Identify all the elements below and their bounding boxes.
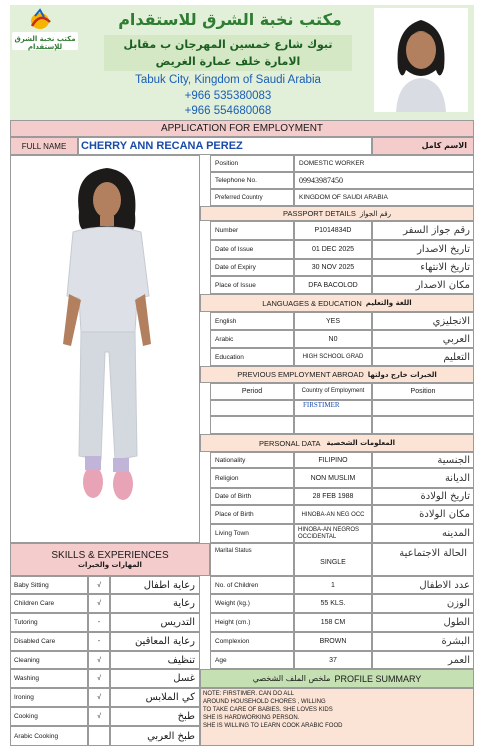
employment-country-cell: FIRSTIMER xyxy=(294,400,372,416)
personal-header: PERSONAL DATA xyxy=(258,438,321,448)
weight-label-ar: الوزن xyxy=(372,594,474,613)
skill-children-care-label: Children Care xyxy=(10,594,88,613)
languages-header: LANGUAGES & EDUCATION xyxy=(262,298,362,308)
applicant-full-photo xyxy=(10,155,200,543)
religion-label: Religion xyxy=(210,468,294,488)
applicant-headshot xyxy=(374,8,468,112)
skill-children-care-mark: √ xyxy=(88,594,110,613)
living-town-label: Living Town xyxy=(210,524,294,543)
employment-header: PREVIOUS EMPLOYMENT ABROAD xyxy=(237,370,364,379)
skill-children-care-label-ar: رعاية xyxy=(110,594,200,613)
place-of-issue-label-ar: مكان الاصدار xyxy=(372,276,474,294)
height-value: 158 CM xyxy=(294,613,372,632)
skill-tutoring-mark: - xyxy=(88,613,110,632)
skill-arabic-cooking-label-ar: طبخ العربي xyxy=(110,726,200,746)
complexion-label: Complexion xyxy=(210,632,294,651)
skill-cleaning-mark: √ xyxy=(88,651,110,669)
skill-tutoring-label: Tutoring xyxy=(10,613,88,632)
agency-city: Tabuk City, Kingdom of Saudi Arabia xyxy=(135,74,321,86)
languages-section-header xyxy=(200,294,474,312)
profile-line: SHE IS HARDWORKING PERSON. xyxy=(203,715,300,721)
issue-date-value: 01 DEC 2025 xyxy=(294,240,372,259)
employment-empty-row xyxy=(294,416,372,434)
place-of-issue-value: DFA BACOLOD xyxy=(294,276,372,294)
place-of-birth-label-ar: مكان الولادة xyxy=(372,505,474,524)
skill-washing-label-ar: غسل xyxy=(110,669,200,688)
agency-name: مكتب نخبة الشرق للاستقدام xyxy=(118,10,342,29)
marital-status-label: Marital Status xyxy=(210,543,294,576)
skill-baby-sitting-label: Baby Sitting xyxy=(10,576,88,594)
passport-header-ar: رقم الجواز xyxy=(359,209,391,218)
employment-empty-row xyxy=(210,416,294,434)
profile-section-header xyxy=(200,669,474,688)
children-label-ar: عدد الاطفال xyxy=(372,576,474,594)
age-value: 37 xyxy=(294,651,372,669)
passport-section-header xyxy=(200,206,474,221)
expiry-date-value: 30 NOV 2025 xyxy=(294,259,372,276)
date-of-birth-label: Date of Birth xyxy=(210,488,294,505)
expiry-date-label-ar: تاريخ الانتهاء xyxy=(372,259,474,276)
religion-value: NON MUSLIM xyxy=(294,468,372,488)
skill-cooking-mark: √ xyxy=(88,707,110,726)
weight-value: 55 KLS. xyxy=(294,594,372,613)
agency-phone-2: +966 554680068 xyxy=(184,105,272,117)
profile-header-ar: ملخص الملف الشخصي xyxy=(252,674,331,683)
nationality-label: Nationality xyxy=(210,452,294,468)
preferred-country-value: KINGDOM OF SAUDI ARABIA xyxy=(294,189,474,206)
arabic-value: N0 xyxy=(294,330,372,348)
skill-disabled-care-label-ar: رعاية المعاقين xyxy=(110,632,200,651)
skill-washing-label: Washing xyxy=(10,669,88,688)
age-label: Age xyxy=(210,651,294,669)
english-label: English xyxy=(210,312,294,330)
skill-ironing-mark: √ xyxy=(88,688,110,707)
complexion-label-ar: البشرة xyxy=(372,632,474,651)
skill-baby-sitting-mark: √ xyxy=(88,576,110,594)
skill-washing-mark: √ xyxy=(88,669,110,688)
skill-cooking-label: Cooking xyxy=(10,707,88,726)
skill-ironing-label-ar: كي الملابس xyxy=(110,688,200,707)
height-label-ar: الطول xyxy=(372,613,474,632)
full-name-label-ar: الاسم كامل xyxy=(372,137,474,155)
expiry-date-label: Date of Expiry xyxy=(210,259,294,276)
skill-arabic-cooking-mark xyxy=(88,726,110,746)
employment-col-country: Country of Employment xyxy=(294,383,372,400)
preferred-country-label: Preferred Country xyxy=(210,189,294,206)
nationality-value: FILIPINO xyxy=(294,452,372,468)
profile-header: PROFILE SUMMARY xyxy=(334,673,422,684)
skills-section-header xyxy=(10,543,210,576)
english-value: YES xyxy=(294,312,372,330)
skill-cleaning-label-ar: تنظيف xyxy=(110,651,200,669)
weight-label: Weight (kg.) xyxy=(210,594,294,613)
employment-section-header xyxy=(200,366,474,383)
employment-empty-row xyxy=(372,416,474,434)
passport-header: PASSPORT DETAILS xyxy=(283,209,356,218)
employment-position-cell xyxy=(372,400,474,416)
height-label: Height (cm.) xyxy=(210,613,294,632)
education-value: HIGH SCHOOL GRAD xyxy=(294,348,372,366)
place-of-birth-label: Place of Birth xyxy=(210,505,294,524)
marital-status-label-ar: الحالة الاجتماعية xyxy=(372,543,474,576)
arabic-label: Arabic xyxy=(210,330,294,348)
skill-cooking-label-ar: طبخ xyxy=(110,707,200,726)
telephone-label: Telephone No. xyxy=(210,172,294,189)
personal-header-ar: المعلومات الشخصية xyxy=(326,439,396,447)
english-label-ar: الانجليزي xyxy=(372,312,474,330)
skills-header-ar: المهارات والخبرات xyxy=(78,561,142,569)
living-town-value: HINOBA-AN NEGROS OCCIDENTAL xyxy=(294,524,372,543)
position-label: Position xyxy=(210,155,294,172)
agency-phone-1: +966 535380083 xyxy=(184,90,272,102)
passport-number-label-ar: رقم جواز السفر xyxy=(372,221,474,240)
religion-label-ar: الديانة xyxy=(372,468,474,488)
profile-line: NOTE: FIRSTIMER. CAN DO ALL xyxy=(203,691,295,697)
personal-section-header xyxy=(200,434,474,452)
agency-address-line-1: تبوك شارع خمسين المهرجان ب مقابل xyxy=(123,38,333,51)
profile-line: TO TAKE CARE OF BABIES. SHE LOVES KIDS xyxy=(203,707,333,713)
skill-arabic-cooking-label: Arabic Cooking xyxy=(10,726,88,746)
full-name-label: FULL NAME xyxy=(10,137,78,155)
issue-date-label: Date of Issue xyxy=(210,240,294,259)
form-title: APPLICATION FOR EMPLOYMENT xyxy=(10,120,474,137)
passport-number-label: Number xyxy=(210,221,294,240)
living-town-label-ar: المدينه xyxy=(372,524,474,543)
issue-date-label-ar: تاريخ الاصدار xyxy=(372,240,474,259)
age-label-ar: العمر xyxy=(372,651,474,669)
date-of-birth-value: 28 FEB 1988 xyxy=(294,488,372,505)
skill-cleaning-label: Cleaning xyxy=(10,651,88,669)
agency-logo xyxy=(10,8,80,52)
place-of-birth-value: HINOBA-AN NEG OCC xyxy=(294,505,372,524)
profile-line: SHE IS WILLING TO LEARN COOK ARABIC FOOD xyxy=(203,723,343,729)
skill-tutoring-label-ar: التدريس xyxy=(110,613,200,632)
marital-status-value: SINGLE xyxy=(294,543,372,576)
children-value: 1 xyxy=(294,576,372,594)
profile-line: AROUND HOUSEHOLD CHORES , WILLING xyxy=(203,699,326,705)
employment-header-ar: الخبرات خارج دولتها xyxy=(367,370,437,379)
position-value: DOMESTIC WORKER xyxy=(294,155,474,172)
profile-summary-box xyxy=(200,688,474,746)
passport-number-value: P1014834D xyxy=(294,221,372,240)
education-label-ar: التعليم xyxy=(372,348,474,366)
skill-disabled-care-label: Disabled Care xyxy=(10,632,88,651)
telephone-value: 09943987450 xyxy=(294,172,474,189)
skill-disabled-care-mark: - xyxy=(88,632,110,651)
employment-col-position: Position xyxy=(372,383,474,400)
full-name-value: CHERRY ANN RECANA PEREZ xyxy=(78,137,372,155)
agency-address-line-2: الامارة خلف عمارة الغريض xyxy=(155,55,301,68)
education-label: Education xyxy=(210,348,294,366)
skill-baby-sitting-label-ar: رعاية اطفال xyxy=(110,576,200,594)
skill-ironing-label: Ironing xyxy=(10,688,88,707)
nationality-label-ar: الجنسية xyxy=(372,452,474,468)
logo-text: مكتب نخبة الشرق للإستقدام xyxy=(14,35,76,51)
languages-header-ar: اللغة والتعليم xyxy=(365,299,412,307)
skills-header: SKILLS & EXPERIENCES xyxy=(51,550,169,561)
employment-col-period: Period xyxy=(210,383,294,400)
place-of-issue-label: Place of Issue xyxy=(210,276,294,294)
arabic-label-ar: العربي xyxy=(372,330,474,348)
complexion-value: BROWN xyxy=(294,632,372,651)
employment-period-cell xyxy=(210,400,294,416)
date-of-birth-label-ar: تاريخ الولادة xyxy=(372,488,474,505)
children-label: No. of Children xyxy=(210,576,294,594)
